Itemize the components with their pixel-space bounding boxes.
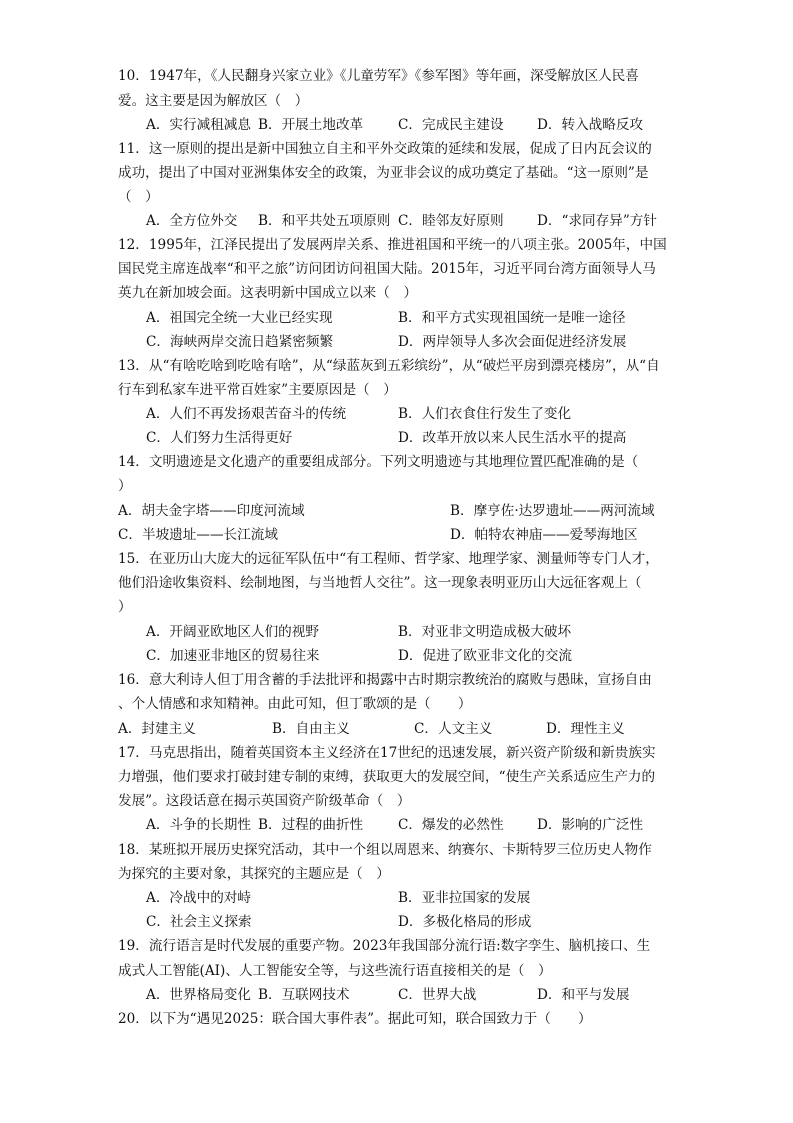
question-stem-line: 英九在新加坡会面。这表明新中国成立以来（ ） (118, 285, 418, 301)
question-stem-line: 为探究的主要对象，其探究的主题应是（ ） (118, 866, 390, 882)
question-stem-line: 15．在亚历山大庞大的远征军队伍中“有工程师、哲学家、地理学家、测量师等专门人才， (118, 551, 659, 567)
option-a: A．人们不再发扬艰苦奋斗的传统 (146, 406, 347, 422)
question-stem-line: 14．文明遗迹是文化遗产的重要组成部分。下列文明遗迹与其地理位置匹配准确的是（ (118, 454, 639, 470)
option-a: A．斗争的长期性 (146, 817, 251, 833)
question-stem-line: 13．从“有啥吃啥到吃啥有啥”，从“绿蓝灰到五彩缤纷”，从“破烂平房到漂亮楼房”，从“自 (118, 358, 660, 374)
option-d: D．促进了欧亚非文化的交流 (398, 648, 573, 664)
option-a: A．开阔亚欧地区人们的视野 (146, 624, 319, 640)
question-stem-line: 11．这一原则的提出是新中国独立自主和平外交政策的延续和发展，促成了日内瓦会议的 (118, 141, 652, 157)
option-a: A．封建主义 (118, 721, 196, 737)
question-stem-line: 10．1947年，《人民翻身兴家立业》《儿童劳军》《参军图》等年画，深受解放区人民喜 (118, 68, 639, 84)
option-a: A．祖国完全统一大业已经实现 (146, 310, 333, 326)
option-d: D．转入战略反攻 (537, 117, 644, 133)
question-stem-line: 18．某班拟开展历史探究活动，其中一个组以周恩来、纳赛尔、卡斯特罗三位历史人物作 (118, 842, 652, 858)
option-a: A．胡夫金字塔——印度河流域 (118, 503, 305, 519)
option-d: D．两岸领导人多次会面促进经济发展 (398, 334, 627, 350)
option-d: D．理性主义 (546, 721, 625, 737)
option-a: A．实行减租减息 (146, 117, 251, 133)
option-c: C．加速亚非地区的贸易往来 (146, 648, 320, 664)
question-stem-line: 17．马克思指出，随着英国资本主义经济在17世纪的迅速发展，新兴资产阶级和新贵族实 (118, 745, 656, 761)
option-c: C．半坡遗址——长江流域 (118, 527, 278, 543)
question-stem-line: 成式人工智能(AI)、人工智能安全等，与这些流行语直接相关的是（ ） (118, 963, 552, 979)
question-stem-line: 他们沿途收集资料、绘制地图，与当地哲人交往”。这一现象表明亚历山大远征客观上（ (118, 575, 642, 591)
option-a: A．世界格局变化 (146, 987, 251, 1003)
option-d: D．改革开放以来人民生活水平的提高 (398, 430, 627, 446)
question-stem-line: 12．1995年，江泽民提出了发展两岸关系、推进祖国和平统一的八项主张。2005年，中国 (118, 237, 667, 253)
question-stem-line: （ ） (118, 189, 159, 205)
option-c: C．社会主义探索 (146, 914, 252, 930)
option-c: C．人文主义 (414, 721, 493, 737)
question-stem-line: 力增强，他们要求打破封建专制的束缚，获取更大的发展空间，“使生产关系适应生产力的 (118, 769, 656, 785)
option-c: C．睦邻友好原则 (398, 213, 504, 229)
question-stem-line: 19．流行语言是时代发展的重要产物。2023年我国部分流行语:数字孪生、脑机接口、生 (118, 938, 651, 954)
option-d: D．影响的广泛性 (537, 817, 644, 833)
option-d: D．“求同存异”方针 (537, 213, 657, 229)
option-b: B．和平方式实现祖国统一是唯一途径 (398, 310, 626, 326)
option-b: B．人们衣食住行发生了变化 (398, 406, 572, 422)
option-d: D．和平与发展 (537, 987, 630, 1003)
question-stem-line: 国民党主席连战率“和平之旅”访问团访问祖国大陆。2015年，习近平同台湾方面领导人马 (118, 261, 656, 277)
question-stem-line: 行车到私家车进平常百姓家”主要原因是（ ） (118, 382, 397, 398)
option-c: C．爆发的必然性 (398, 817, 504, 833)
option-a: A．冷战中的对峙 (146, 890, 251, 906)
option-b: B．对亚非文明造成极大破坏 (398, 624, 572, 640)
question-stem-line: 、个人情感和求知精神。由此可知，但丁歌颂的是（ ） (118, 696, 472, 712)
option-c: C．人们努力生活得更好 (146, 430, 293, 446)
option-a: A．全方位外交 (146, 213, 238, 229)
option-b: B．互联网技术 (258, 987, 350, 1003)
question-stem-line: 成功，提出了中国对亚洲集体安全的政策，为亚非会议的成功奠定了基础。“这一原则”是 (118, 165, 649, 181)
option-b: B．开展土地改革 (258, 117, 364, 133)
question-stem-line: 20．以下为“遇见2025：联合国大事件表”。据此可知，联合国致力于（ ） (118, 1011, 592, 1027)
option-d: D．帕特农神庙——爱琴海地区 (450, 527, 638, 543)
option-b: B．亚非拉国家的发展 (398, 890, 531, 906)
option-c: C．世界大战 (398, 987, 477, 1003)
question-stem-line: 16．意大利诗人但丁用含蓄的手法批评和揭露中古时期宗教统治的腐败与愚昧，宣扬自由 (118, 672, 652, 688)
question-stem-line: ） (118, 478, 132, 494)
option-b: B．和平共处五项原则 (258, 213, 391, 229)
option-b: B．自由主义 (272, 721, 350, 737)
question-stem-line: 发展”。这段话意在揭示英国资产阶级革命（ ） (118, 793, 411, 809)
option-c: C．海峡两岸交流日趋紧密频繁 (146, 334, 334, 350)
option-d: D．多极化格局的形成 (398, 914, 532, 930)
option-c: C．完成民主建设 (398, 117, 504, 133)
option-b: B．摩亨佐·达罗遗址——两河流域 (450, 503, 655, 519)
question-stem-line: 爱。这主要是因为解放区（ ） (118, 93, 309, 109)
question-stem-line: ） (118, 599, 132, 615)
option-b: B．过程的曲折性 (258, 817, 364, 833)
